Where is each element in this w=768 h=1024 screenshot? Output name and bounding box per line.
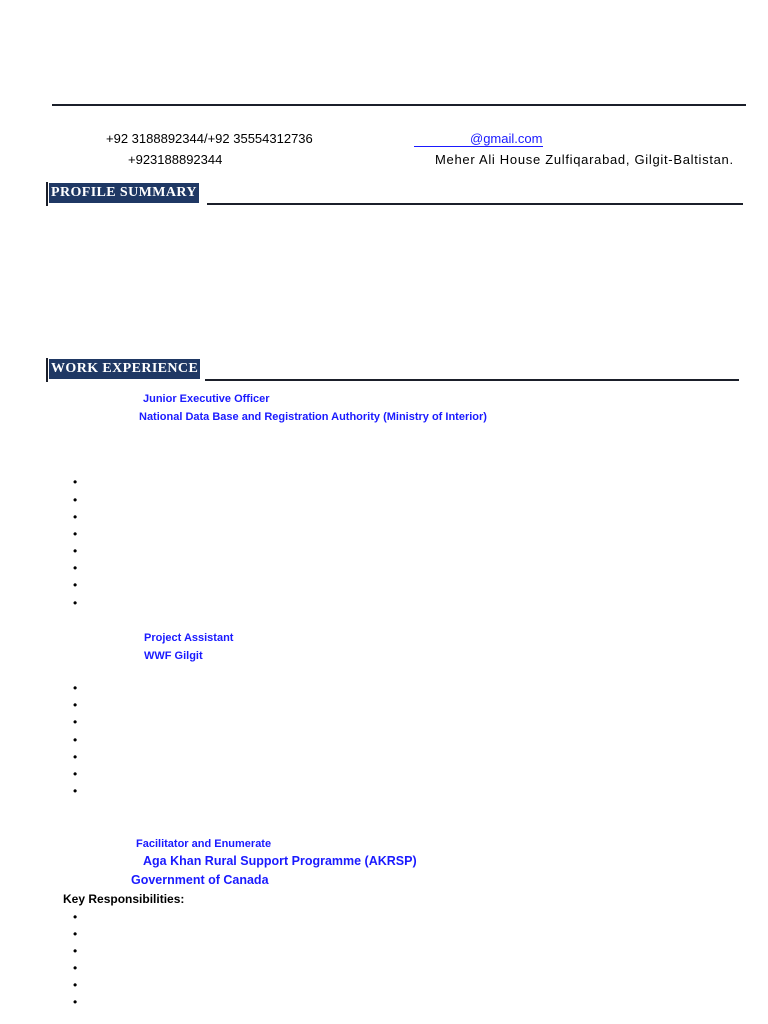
list-item-bullet: • bbox=[73, 698, 78, 712]
job-1-title: Junior Executive Officer bbox=[143, 393, 270, 405]
work-experience-heading: WORK EXPERIENCE bbox=[49, 359, 200, 379]
list-item-bullet: • bbox=[73, 544, 78, 558]
list-item-bullet: • bbox=[73, 784, 78, 798]
list-item-bullet: • bbox=[73, 733, 78, 747]
job-2-organization: WWF Gilgit bbox=[144, 650, 203, 662]
list-item-bullet: • bbox=[73, 715, 78, 729]
email-underline bbox=[414, 146, 543, 147]
list-item-bullet: • bbox=[73, 961, 78, 975]
email-link[interactable]: @gmail.com bbox=[470, 131, 543, 146]
job-3-organization: Aga Khan Rural Support Programme (AKRSP) bbox=[143, 854, 417, 868]
job-3-funder: Government of Canada bbox=[131, 873, 269, 887]
list-item-bullet: • bbox=[73, 527, 78, 541]
profile-summary-left-bar bbox=[46, 182, 48, 206]
list-item-bullet: • bbox=[73, 767, 78, 781]
profile-summary-rule bbox=[207, 203, 743, 205]
list-item-bullet: • bbox=[73, 995, 78, 1009]
phone-secondary: +923188892344 bbox=[128, 152, 223, 167]
list-item-bullet: • bbox=[73, 910, 78, 924]
job-2-title: Project Assistant bbox=[144, 632, 234, 644]
job-1-organization: National Data Base and Registration Authority (Ministry of Interior) bbox=[139, 411, 487, 423]
address-text: Meher Ali House Zulfiqarabad, Gilgit-Baltistan. bbox=[435, 152, 734, 167]
list-item-bullet: • bbox=[73, 927, 78, 941]
work-experience-left-bar bbox=[46, 358, 48, 382]
list-item-bullet: • bbox=[73, 561, 78, 575]
list-item-bullet: • bbox=[73, 493, 78, 507]
phone-primary: +92 3188892344/+92 35554312736 bbox=[106, 131, 313, 146]
list-item-bullet: • bbox=[73, 475, 78, 489]
list-item-bullet: • bbox=[73, 578, 78, 592]
list-item-bullet: • bbox=[73, 978, 78, 992]
work-experience-rule bbox=[205, 379, 739, 381]
list-item-bullet: • bbox=[73, 750, 78, 764]
header-divider bbox=[52, 104, 746, 106]
job-3-title: Facilitator and Enumerate bbox=[136, 838, 272, 850]
key-responsibilities-label: Key Responsibilities: bbox=[63, 892, 185, 906]
list-item-bullet: • bbox=[73, 944, 78, 958]
profile-summary-heading: PROFILE SUMMARY bbox=[49, 183, 199, 203]
list-item-bullet: • bbox=[73, 596, 78, 610]
list-item-bullet: • bbox=[73, 681, 78, 695]
list-item-bullet: • bbox=[73, 510, 78, 524]
